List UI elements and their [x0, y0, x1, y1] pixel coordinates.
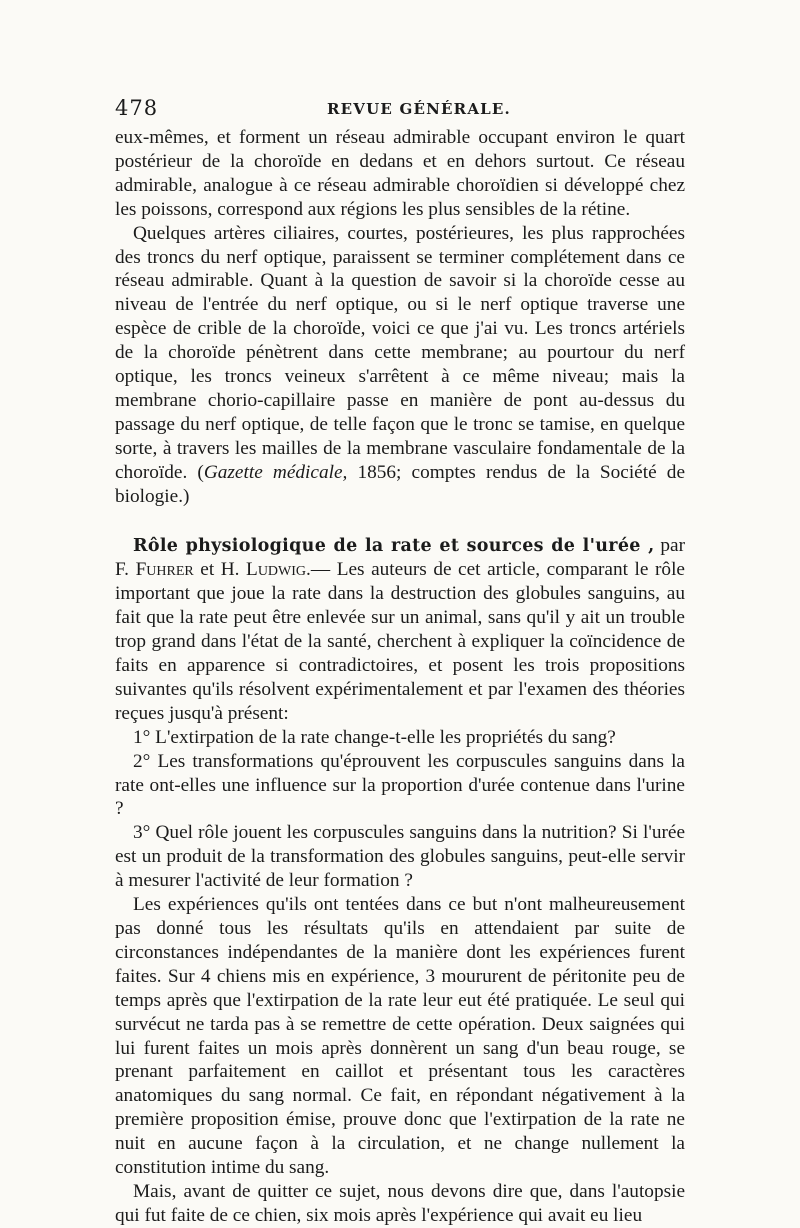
- section-title: Rôle physiologique de la rate et sources de l'urée ,: [133, 535, 655, 556]
- article-body: [115, 126, 685, 1228]
- page-header: [115, 92, 685, 128]
- question-1: 1° L'extirpation de la rate change-t-elle les propriétés du sang?: [133, 726, 616, 748]
- author-join: et: [193, 559, 221, 581]
- paragraph-experiments: Les expériences qu'ils ont tentées dans ce but n'ont malheureusement pas donné tous les résultats qu'ils en attendaient par suite de circonstances indépendantes de la manière dont les expériences furent faites. Sur 4 chiens mis en expérience, 3 moururent de péritonite peu de temps après que l'extirpation de la rate leur eut été pratiquée. Le seul qui survécut ne tarda pas à se remettre de cette opération. Deux saignées qui lui furent faites un mois après donnèrent un sang d'un beau rouge, se prenant parfaitement en caillot et présentant tous les caractères anatomiques du sang normal. Ce fait, en répondant négativement à la première proposition émise, prouve donc que l'extirpation de la rate ne nuit en aucune façon à la circulation, et ne change nullement la constitution intime du sang.: [115, 894, 685, 1179]
- paragraph-continued: eux-mêmes, et forment un réseau admirable occupant environ le quart postérieur de la choroïde en dedans et en dehors surtout. Ce réseau admirable, analogue à ce réseau admirable choroïdien si développé chez les poissons, correspond aux régions les plus sensibles de la rétine.: [115, 127, 685, 220]
- question-3: 3° Quel rôle jouent les corpuscules sanguins dans la nutrition? Si l'urée est un produit de la transformation des globules sanguins, peut-elle servir à mesurer l'activité de leur formation ?: [115, 822, 685, 892]
- paragraph-choroid-text: Quelques artères ciliaires, courtes, postérieures, les plus rapprochées des troncs du nerf optique, paraissent se terminer complétement dans ce réseau admirable. Quant à la question de savoir si la choroïde cesse au niveau de l'entrée du nerf optique, ou si le nerf optique traverse une espèce de crible de la choroïde, voici ce que j'ai vu. Les troncs artériels de la choroïde pénètrent dans cette membrane; au pourtour du nerf optique, les troncs veineux s'arrêtent à ce même niveau; mais la membrane chorio-capillaire passe en manière de pont au-dessus du passage du nerf optique, de telle façon que le tronc se tamise, en quelque sorte, à travers les mailles de la membrane vasculaire fondamentale de la choroïde. (: [115, 222, 685, 483]
- author2-initial: H.: [220, 559, 247, 581]
- byline-prefix: par: [654, 534, 685, 556]
- page-number: 478: [115, 96, 159, 120]
- source-details: 1856; comptes rendus de la Société de biologie.): [115, 461, 685, 507]
- author1-name: Fuhrer: [135, 559, 194, 581]
- paragraph-choroid: [115, 222, 685, 509]
- section-intro-text: .— Les auteurs de cet article, comparant le rôle important que joue la rate dans la destruction des globules sanguins, au fait que la rate peut être enlevée sur un animal, sans qu'il y ait un trouble trop grand dans l'état de la santé, cherchent à expliquer la coïncidence de faits en apparence si contradictoires, et posent les trois propositions suivantes qu'ils résolvent expérimentalement et par l'examen des théories reçues jusqu'à présent:: [115, 559, 685, 724]
- source-journal: Gazette médicale,: [203, 461, 348, 483]
- running-title: REVUE GÉNÉRALE.: [327, 100, 511, 118]
- question-2: 2° Les transformations qu'éprouvent les corpuscules sanguins dans la rate ont-elles une influence sur la proportion d'urée contenue dans l'urine ?: [115, 750, 685, 820]
- paragraph-autopsy: Mais, avant de quitter ce sujet, nous devons dire que, dans l'autopsie qui fut faite de ce chien, six mois après l'expérience qui avait eu lieu: [115, 1180, 685, 1226]
- author2-name: Ludwig: [246, 559, 307, 581]
- section-intro: [115, 534, 685, 726]
- author1-initial: F.: [115, 559, 136, 581]
